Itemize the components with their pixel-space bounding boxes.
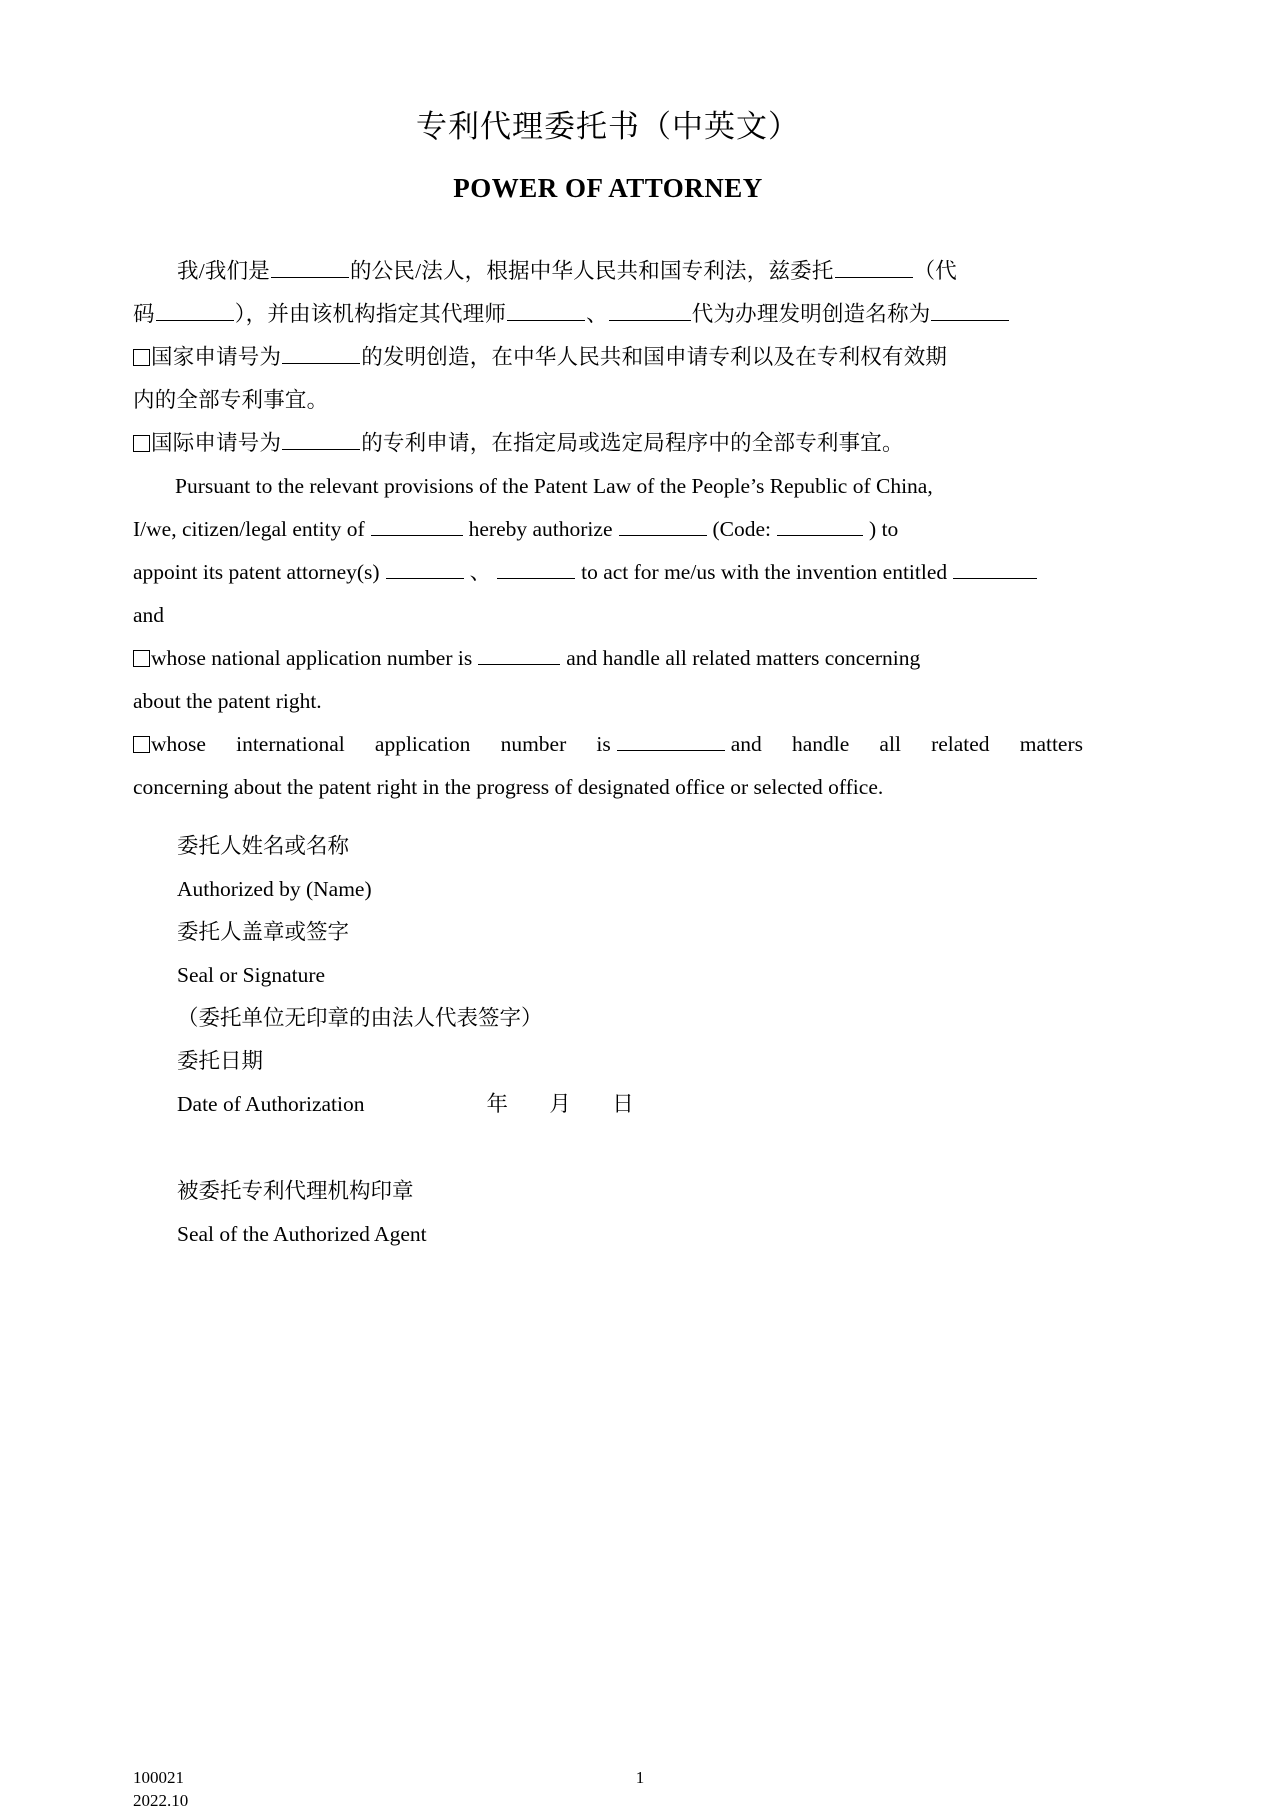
english-line-1 bbox=[133, 465, 1083, 508]
blank-en-authorize-agency[interactable] bbox=[619, 515, 707, 536]
english-line-3-text-b: 、 bbox=[469, 559, 492, 584]
label-seal-signature-en: Seal or Signature bbox=[177, 962, 326, 987]
date-units-cn: 年 月 日 bbox=[486, 1091, 652, 1116]
english-line-7-text-a: whose international application number is bbox=[151, 731, 611, 756]
blank-applicant-country[interactable] bbox=[271, 257, 349, 278]
footer-version-date: 2022.10 bbox=[133, 1791, 189, 1810]
chinese-line-2 bbox=[133, 293, 1083, 336]
blank-agency-code[interactable] bbox=[156, 300, 234, 321]
chinese-line-3-text-a: 国家申请号为 bbox=[151, 344, 282, 369]
chinese-line-5 bbox=[133, 422, 1083, 465]
page-title-english: POWER OF ATTORNEY bbox=[453, 172, 763, 203]
english-line-5-text-b: and handle all related matters concerning bbox=[566, 645, 921, 670]
english-line-6: about the patent right. bbox=[133, 688, 322, 713]
blank-international-application-number[interactable] bbox=[282, 429, 360, 450]
english-line-1-text: Pursuant to the relevant provisions of the Patent Law of the People’s Republic of China, bbox=[175, 473, 933, 498]
blank-en-international-application-number[interactable] bbox=[617, 730, 725, 751]
label-authorized-by-cn: 委托人姓名或名称 bbox=[177, 833, 350, 858]
label-date-en-text: Date of Authorization bbox=[177, 1091, 365, 1116]
blank-en-attorney-2[interactable] bbox=[497, 558, 575, 579]
chinese-line-5-text-a: 国际申请号为 bbox=[151, 430, 282, 455]
english-line-3 bbox=[133, 551, 1083, 594]
english-line-3-text-a: appoint its patent attorney(s) bbox=[133, 559, 380, 584]
label-seal-note-cn: （委托单位无印章的由法人代表签字） bbox=[177, 1005, 543, 1030]
label-authorized-by-en: Authorized by (Name) bbox=[177, 876, 372, 901]
english-line-2 bbox=[133, 508, 1083, 551]
blank-attorney-2[interactable] bbox=[609, 300, 691, 321]
chinese-line-1 bbox=[133, 250, 1083, 293]
english-line-7-text-b: and handle all related matters bbox=[730, 731, 1083, 756]
english-body-section bbox=[133, 465, 1083, 809]
english-line-7 bbox=[133, 723, 1083, 766]
footer-page-number: 1 bbox=[635, 1768, 645, 1787]
document-content bbox=[133, 0, 1083, 1256]
english-line-5-text-a: whose national application number is bbox=[151, 645, 473, 670]
chinese-line-2-text-c: 、 bbox=[586, 301, 608, 326]
blank-invention-title[interactable] bbox=[931, 300, 1009, 321]
chinese-line-2-text-b: ），并由该机构指定其代理师 bbox=[234, 301, 507, 326]
chinese-line-2-text-a: 码 bbox=[133, 301, 155, 326]
blank-en-code[interactable] bbox=[777, 515, 863, 536]
chinese-line-3 bbox=[133, 336, 1083, 379]
chinese-line-5-text-b: 的专利申请，在指定局或选定局程序中的全部专利事宜。 bbox=[361, 430, 904, 455]
label-seal-signature-cn: 委托人盖章或签字 bbox=[177, 919, 350, 944]
english-line-8: concerning about the patent right in the progress of designated office or selected office. bbox=[133, 774, 884, 799]
chinese-line-1-text-a: 我/我们是 bbox=[177, 258, 270, 283]
label-agent-seal-en: Seal of the Authorized Agent bbox=[177, 1221, 427, 1246]
checkbox-en-international-application[interactable] bbox=[133, 736, 150, 753]
english-line-2-text-a: I/we, citizen/legal entity of bbox=[133, 516, 365, 541]
blank-en-citizen-entity[interactable] bbox=[371, 515, 463, 536]
chinese-line-2-text-d: 代为办理发明创造名称为 bbox=[691, 301, 931, 326]
chinese-line-1-text-c: （代 bbox=[913, 258, 957, 283]
blank-en-national-application-number[interactable] bbox=[478, 644, 560, 665]
label-date-en bbox=[133, 1083, 1083, 1126]
english-line-2-text-b: hereby authorize bbox=[468, 516, 613, 541]
english-line-2-text-c: (Code: bbox=[712, 516, 772, 541]
chinese-line-3-text-b: 的发明创造，在中华人民共和国申请专利以及在专利权有效期 bbox=[361, 344, 948, 369]
english-line-4: and bbox=[133, 602, 165, 627]
blank-attorney-1[interactable] bbox=[507, 300, 585, 321]
english-line-3-text-c: to act for me/us with the invention entitled bbox=[581, 559, 948, 584]
page-title-chinese: 专利代理委托书（中英文） bbox=[416, 109, 800, 144]
chinese-body-section bbox=[133, 250, 1083, 465]
blank-agency-name[interactable] bbox=[835, 257, 913, 278]
english-line-2-text-d: ) to bbox=[869, 516, 899, 541]
chinese-line-4: 内的全部专利事宜。 bbox=[133, 387, 329, 412]
checkbox-international-application[interactable] bbox=[133, 435, 150, 452]
blank-national-application-number[interactable] bbox=[282, 343, 360, 364]
english-line-5 bbox=[133, 637, 1083, 680]
label-date-cn: 委托日期 bbox=[177, 1048, 264, 1073]
label-agent-seal-cn: 被委托专利代理机构印章 bbox=[177, 1178, 414, 1203]
signature-section bbox=[133, 825, 1083, 1256]
chinese-line-1-text-b: 的公民/法人，根据中华人民共和国专利法，兹委托 bbox=[349, 258, 834, 283]
checkbox-en-national-application[interactable] bbox=[133, 650, 150, 667]
checkbox-national-application[interactable] bbox=[133, 349, 150, 366]
signature-spacer bbox=[133, 1126, 1083, 1170]
blank-en-attorney-1[interactable] bbox=[386, 558, 464, 579]
footer-form-code: 100021 bbox=[133, 1768, 184, 1787]
blank-en-invention-title[interactable] bbox=[953, 558, 1037, 579]
